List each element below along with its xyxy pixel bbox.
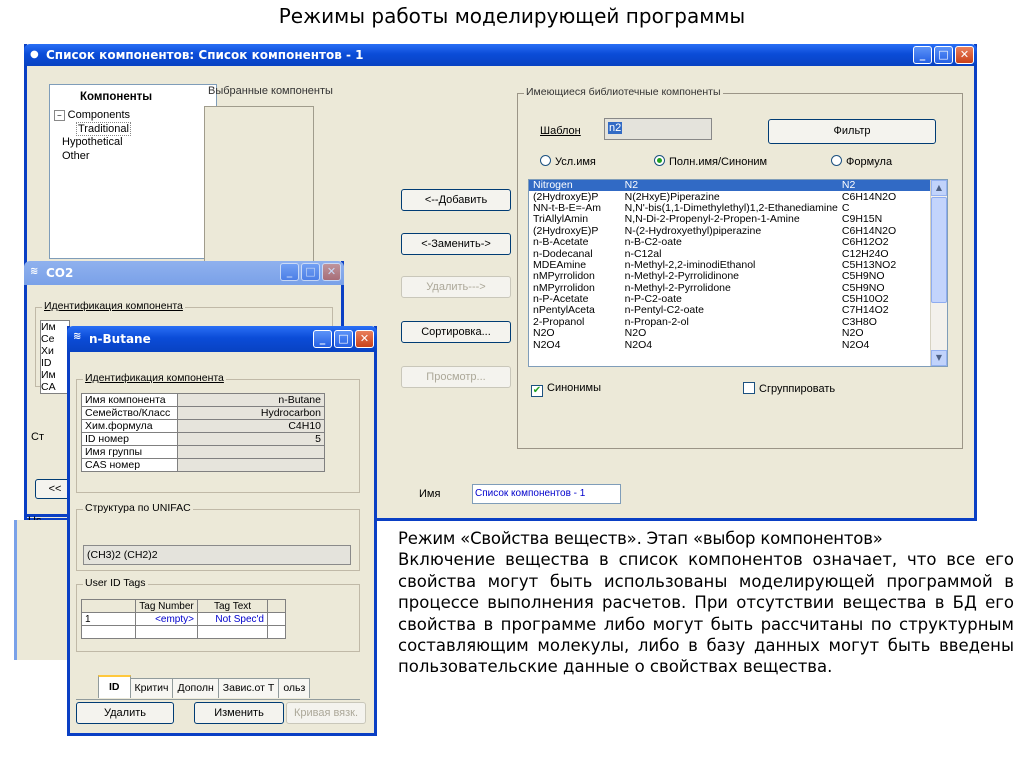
library-cell-short-name: n-P-Acetate	[533, 293, 589, 306]
co2-stub-3: ID	[41, 357, 52, 369]
library-cell-full-name: n-Methyl-2,2-iminodiEthanol	[624, 259, 756, 271]
library-group-label: Имеющиеся библиотечные компоненты	[526, 86, 721, 98]
co2-window-title: CO2	[46, 266, 74, 280]
main-titlebar[interactable]	[24, 44, 977, 66]
butane-delete-button[interactable]: Удалить	[76, 702, 174, 724]
library-cell-full-name: N2O4	[624, 339, 653, 351]
property-row[interactable]	[82, 459, 325, 472]
library-cell-short-name: n-Dodecanal	[533, 248, 593, 260]
tree-header: Компоненты	[80, 91, 153, 103]
property-row[interactable]	[82, 407, 325, 420]
butane-edit-button[interactable]: Изменить	[194, 702, 284, 724]
tree-item-hypothetical[interactable]: Hypothetical	[62, 136, 123, 148]
tab-baseline	[76, 699, 360, 700]
library-cell-formula: C5H9NO	[841, 282, 885, 294]
library-scrollbar[interactable]	[930, 180, 947, 366]
property-value[interactable]: 5	[178, 433, 325, 446]
tab-temp-dependent[interactable]: Завис.от Т	[218, 678, 280, 698]
tab-id[interactable]: ID	[98, 675, 131, 698]
library-components-group	[517, 86, 963, 449]
close-button[interactable]: ✕	[955, 46, 974, 64]
synonyms-checkbox[interactable]: ✔ Синонимы	[532, 382, 601, 396]
library-cell-short-name: Nitrogen	[529, 180, 621, 191]
co2-stub-2: Хи	[41, 345, 54, 357]
co2-lower-body	[14, 520, 74, 660]
n-butane-window	[67, 326, 377, 736]
tags-header-text: Tag Text	[198, 600, 268, 613]
tags-empty-a	[82, 626, 136, 639]
library-row[interactable]	[529, 339, 947, 350]
library-cell-full-name: N2O	[624, 328, 647, 340]
library-list[interactable]	[528, 179, 948, 367]
tab-critical[interactable]: Критич	[130, 678, 174, 698]
scroll-thumb[interactable]	[931, 197, 947, 303]
library-cell-formula: C6H14N2O	[841, 191, 897, 203]
library-cell-full-name: N2	[621, 180, 838, 191]
name-input-value: Список компонентов - 1	[475, 488, 586, 499]
library-row[interactable]	[529, 191, 947, 202]
radio-formula-dot	[831, 155, 842, 166]
butane-property-grid[interactable]	[81, 393, 325, 472]
library-cell-short-name: nMPyrrolidon	[533, 271, 595, 283]
library-cell-formula: C6H14N2O	[841, 225, 897, 237]
template-input[interactable]	[604, 118, 712, 140]
property-row[interactable]	[82, 394, 325, 407]
component-tree[interactable]	[49, 84, 217, 259]
co2-stub-0: Им	[41, 321, 56, 333]
library-cell-formula: C3H8O	[841, 316, 877, 328]
sort-button[interactable]: Сортировка...	[401, 321, 511, 343]
template-label: Шаблон	[540, 125, 581, 137]
co2-app-icon: ≋	[30, 266, 39, 277]
library-cell-formula: C	[841, 202, 850, 214]
group-check-mark	[743, 382, 755, 394]
library-row[interactable]	[529, 317, 947, 328]
library-cell-short-name: n-B-Acetate	[533, 236, 589, 249]
tags-corner	[82, 600, 136, 613]
property-key: ID номер	[82, 433, 178, 446]
library-cell-formula: C5H10O2	[841, 293, 889, 306]
library-row[interactable]	[529, 226, 947, 237]
property-key: CAS номер	[82, 459, 178, 472]
library-row[interactable]	[529, 283, 947, 294]
library-row[interactable]	[529, 294, 947, 305]
library-cell-short-name: MDEAmine	[533, 259, 587, 271]
library-cell-formula: N2O4	[841, 339, 870, 351]
template-input-value: n2	[609, 122, 622, 134]
tags-row-text[interactable]: Not Spec'd	[198, 613, 268, 626]
library-row[interactable]	[529, 248, 947, 259]
unifac-label: Структура по UNIFAC	[85, 502, 191, 514]
library-cell-short-name: (2HydroxyE)P	[533, 225, 599, 237]
name-input[interactable]	[472, 484, 621, 504]
radio-full-name-dot	[654, 155, 665, 166]
property-row[interactable]	[82, 446, 325, 459]
radio-short-name[interactable]: Усл.имя	[540, 155, 596, 168]
library-row[interactable]	[529, 260, 947, 271]
library-row[interactable]	[529, 271, 947, 282]
slide-description	[398, 528, 1014, 678]
selected-components-label: Выбранные компоненты	[208, 85, 333, 97]
co2-close-button[interactable]: ✕	[322, 263, 341, 281]
tree-item-components[interactable]: − Components	[54, 109, 130, 121]
tags-header-number: Tag Number	[136, 600, 198, 613]
group-checkbox[interactable]: Сгруппировать	[743, 382, 835, 395]
main-window-title: Список компонентов: Список компонентов - 1	[46, 48, 364, 62]
library-cell-full-name: N,N'-bis(1,1-Dimethylethyl)1,2-Ethanediamine	[624, 202, 838, 214]
library-cell-full-name: n-Propan-2-ol	[624, 316, 689, 328]
add-button[interactable]: <--Добавить	[401, 189, 511, 211]
library-cell-full-name: n-P-C2-oate	[624, 293, 682, 306]
tags-empty-c	[198, 626, 268, 639]
tree-item-other[interactable]: Other	[62, 150, 90, 162]
butane-close-button[interactable]: ✕	[355, 330, 374, 348]
view-button[interactable]: Просмотр...	[401, 366, 511, 388]
library-cell-full-name: N(2HxyE)Piperazine	[624, 191, 720, 203]
library-cell-short-name: (2HydroxyE)P	[533, 191, 599, 203]
library-row[interactable]	[529, 328, 947, 339]
tags-row-pad	[268, 613, 286, 626]
co2-struct-stub: Ст	[31, 431, 44, 443]
butane-tabs	[98, 678, 309, 698]
unifac-group	[76, 502, 360, 571]
property-key: Семейство/Класс	[82, 407, 178, 420]
property-key: Имя компонента	[82, 394, 178, 407]
library-cell-formula: C5H9NO	[841, 271, 885, 283]
butane-app-icon: ≋	[73, 331, 82, 342]
library-cell-short-name: NN-t-B-E=-Am	[533, 202, 601, 214]
property-value[interactable]: n-Butane	[178, 394, 325, 407]
library-cell-full-name: n-Methyl-2-Pyrrolidone	[624, 282, 731, 294]
delete-button[interactable]: Удалить--->	[401, 276, 511, 298]
description-body: Включение вещества в список компонентов означает, что все его свойства могут быть использованы моделирующей программой в процессе выполнения расчетов. При отсутствии вещества в БД его свойства в программе либо могут быть рассчитаны по структурным составляющим молекулы, либо в базу данных могут быть введены пользовательские данные о свойствах вещества.	[398, 550, 1014, 677]
butane-curve-button[interactable]: Кривая вязк.	[286, 702, 366, 724]
library-cell-full-name: N,N-Di-2-Propenyl-2-Propen-1-Amine	[624, 214, 800, 226]
filter-button[interactable]: Фильтр	[768, 119, 936, 144]
library-cell-short-name: TriAllylAmin	[533, 214, 589, 226]
synonyms-check-mark: ✔	[532, 385, 542, 396]
unifac-value: (CH3)2 (CH2)2	[87, 549, 158, 561]
library-cell-short-name: N2O4	[533, 339, 561, 351]
description-heading: Режим «Свойства веществ». Этап «выбор компонентов»	[398, 529, 883, 548]
property-row[interactable]	[82, 420, 325, 433]
library-cell-formula: C5H13NO2	[841, 259, 897, 271]
library-cell-full-name: n-Pentyl-C2-oate	[624, 305, 705, 317]
library-cell-formula: C9H15N	[841, 214, 883, 226]
library-cell-short-name: N2O	[533, 328, 555, 340]
library-cell-formula: N2	[838, 180, 947, 191]
co2-stub-4: Им	[41, 369, 56, 381]
co2-minimize-button[interactable]: _	[280, 263, 299, 281]
property-key: Имя группы	[82, 446, 178, 459]
property-value[interactable]: C4H10	[178, 420, 325, 433]
butane-window-title: n-Butane	[89, 332, 151, 346]
tags-row-num: 1	[82, 613, 136, 626]
scroll-down-button[interactable]: ▼	[931, 350, 947, 366]
radio-short-name-dot	[540, 155, 551, 166]
library-row[interactable]	[529, 203, 947, 214]
slide-title: Режимы работы моделирующей программы	[278, 4, 746, 28]
butane-titlebar[interactable]	[67, 326, 377, 352]
library-cell-short-name: nPentylAceta	[533, 305, 595, 317]
library-cell-short-name: 2-Propanol	[533, 316, 585, 328]
library-cell-short-name: nMPyrrolidon	[533, 282, 595, 294]
library-cell-formula: C7H14O2	[841, 305, 889, 317]
property-value[interactable]	[178, 446, 325, 459]
tab-additional[interactable]: Дополн	[172, 678, 218, 698]
app-icon: ●	[30, 49, 39, 60]
property-value[interactable]: Hydrocarbon	[178, 407, 325, 420]
name-label: Имя	[419, 488, 441, 500]
butane-maximize-button[interactable]: □	[334, 330, 353, 348]
co2-stub-rows	[40, 320, 70, 394]
library-row[interactable]	[529, 237, 947, 248]
property-key: Хим.формула	[82, 420, 178, 433]
maximize-button[interactable]: □	[934, 46, 953, 64]
user-tags-group	[76, 577, 360, 652]
replace-button[interactable]: <-Заменить->	[401, 233, 511, 255]
library-cell-full-name: N-(2-Hydroxyethyl)piperazine	[624, 225, 762, 237]
library-row[interactable]	[529, 305, 947, 316]
library-cell-full-name: n-B-C2-oate	[624, 236, 682, 249]
butane-ident-group	[76, 372, 360, 493]
library-cell-full-name: n-Methyl-2-Pyrrolidinone	[624, 271, 740, 283]
library-row[interactable]	[529, 214, 947, 225]
library-cell-formula: C12H24O	[841, 248, 889, 260]
property-value[interactable]	[178, 459, 325, 472]
library-cell-formula: C6H12O2	[841, 236, 889, 249]
co2-stub-1: Се	[41, 333, 55, 345]
butane-ident-label: Идентификация компонента	[85, 372, 224, 384]
property-row[interactable]	[82, 433, 325, 446]
library-table	[529, 180, 947, 351]
scroll-up-button[interactable]: ▲	[931, 180, 947, 196]
tags-row-number[interactable]: <empty>	[136, 613, 198, 626]
radio-formula[interactable]: Формула	[831, 155, 892, 168]
library-row[interactable]	[529, 180, 947, 191]
radio-full-name[interactable]: Полн.имя/Синоним	[654, 155, 767, 168]
minimize-button[interactable]: _	[913, 46, 932, 64]
co2-maximize-button[interactable]: □	[301, 263, 320, 281]
co2-titlebar[interactable]	[24, 261, 344, 285]
tags-empty-b	[136, 626, 198, 639]
user-tags-label: User ID Tags	[85, 577, 146, 589]
user-tags-table[interactable]	[81, 599, 286, 639]
library-cell-full-name: n-C12al	[624, 248, 662, 260]
tags-empty-d	[268, 626, 286, 639]
co2-stub-5: CA	[41, 381, 56, 393]
tab-user[interactable]: ольз	[278, 678, 310, 698]
co2-ident-label: Идентификация компонента	[44, 300, 183, 312]
unifac-field[interactable]	[83, 545, 351, 565]
butane-minimize-button[interactable]: _	[313, 330, 332, 348]
co2-arrow-stub[interactable]: <<	[35, 479, 75, 499]
tags-header-pad	[268, 600, 286, 613]
library-cell-formula: N2O	[841, 328, 864, 340]
tree-item-traditional[interactable]: Traditional	[78, 123, 129, 135]
